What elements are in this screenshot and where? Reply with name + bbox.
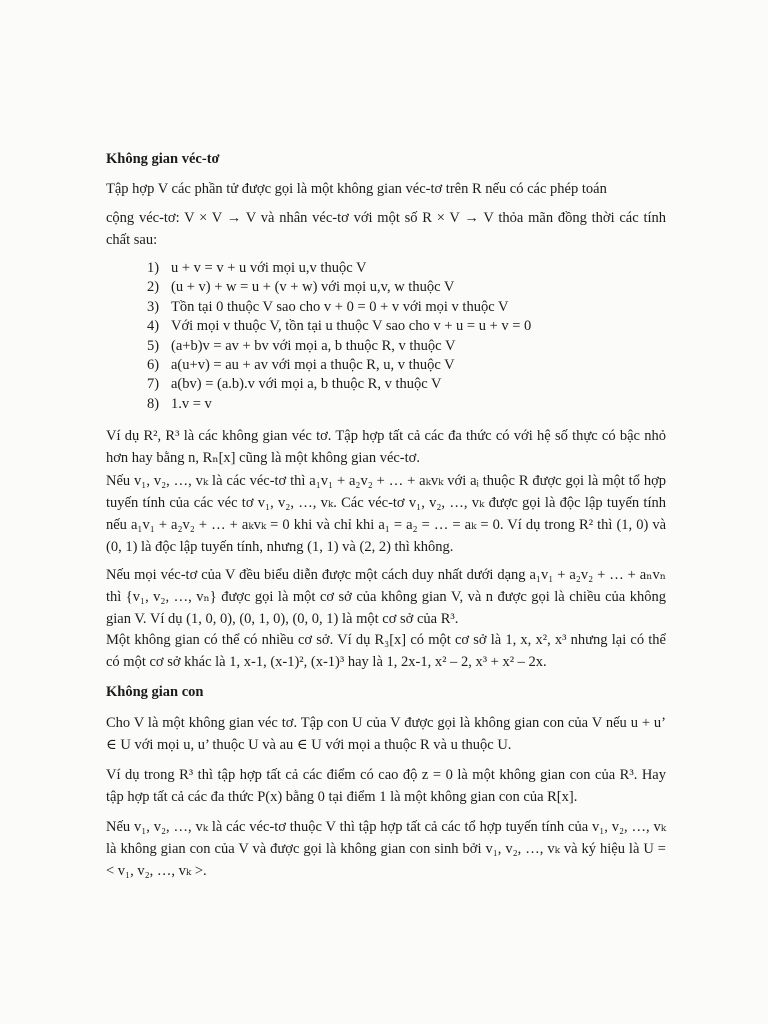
multiple-bases-paragraph: Một không gian có thể có nhiều cơ sở. Ví dụ R₃[x] có một cơ sở là 1, x, x², x³ nhưng lại có thể có một cơ sở khác là 1, x-1, (x-1)², (x-1)³ hay là 1, 2x-1, x² – 2, x³ + x² – 2x. (106, 632, 666, 670)
subspace-example: Ví dụ trong R³ thì tập hợp tất cả các điểm có cao độ z = 0 là một không gian con của R³. Hay tập hợp tất cả các đa thức P(x) bằng 0 tại điểm 1 là một không gian con của R[x]. (106, 767, 666, 805)
list-item: 8) 1.v = v (147, 395, 212, 412)
list-item: 1) u + v = v + u với mọi u,v thuộc V (147, 260, 367, 276)
list-item: 3) Tồn tại 0 thuộc V sao cho v + 0 = 0 + v với mọi v thuộc V (147, 298, 509, 315)
list-item: 7) a(bv) = (a.b).v với mọi a, b thuộc R, v thuộc V (147, 376, 442, 393)
intro-line-2: cộng véc-tơ: V × V → V và nhân véc-tơ với một số R × V → V thỏa mãn đồng thời các tính chất sau: (106, 210, 666, 248)
list-item: 5) (a+b)v = av + bv với mọi a, b thuộc R, v thuộc V (147, 337, 456, 354)
axiom-list (147, 259, 531, 414)
span-paragraph: Nếu v₁, v₂, …, vₖ là các véc-tơ thuộc V thì tập hợp tất cả các tổ hợp tuyến tính của v₁, v₂, …, vₖ là không gian con của V và được gọi là không gian con sinh bởi v₁, v₂, …, vₖ và ký hiệu là U = < v₁, v₂, …, vₖ >. (106, 819, 666, 879)
intro-line-1: Tập hợp V các phần tử được gọi là một không gian véc-tơ trên R nếu có các phép toán (106, 181, 607, 197)
linear-combination-paragraph: Nếu v₁, v₂, …, vₖ là các véc-tơ thì a₁v₁ + a₂v₂ + … + aₖvₖ với aᵢ thuộc R được gọi là một tổ hợp tuyến tính của các véc tơ v₁, v₂, …, vₖ. Các véc-tơ v₁, v₂, …, vₖ được gọi là độc lập tuyến tính nếu a₁v₁ + a₂v₂ + … + aₖvₖ = 0 khi và chỉ khi a₁ = a₂ = … = aₖ = 0. Ví dụ trong R² thì (1, 0) và (0, 1) là độc lập tuyến tính, nhưng (1, 1) và (2, 2) thì không. (106, 473, 666, 555)
list-item: 6) a(u+v) = au + av với mọi a thuộc R, u, v thuộc V (147, 357, 455, 374)
subspace-definition: Cho V là một không gian véc tơ. Tập con U của V được gọi là không gian con của V nếu u + u’ ∈ U với mọi u, u’ thuộc U và au ∈ U với mọi a thuộc R và u thuộc U. (106, 715, 666, 753)
section-title-subspace: Không gian con (106, 684, 204, 700)
basis-paragraph: Nếu mọi véc-tơ của V đều biểu diễn được một cách duy nhất dưới dạng a₁v₁ + a₂v₂ + … + aₙvₙ thì {v₁, v₂, …, vₙ} được gọi là một cơ sở của không gian V, và n được gọi là chiều của không gian V. Ví dụ (1, 0, 0), (0, 1, 0), (0, 0, 1) là một cơ sở của R³. (106, 567, 666, 627)
list-item: 4) Với mọi v thuộc V, tồn tại u thuộc V sao cho v + u = u + v = 0 (147, 318, 532, 335)
list-item: 2) (u + v) + w = u + (v + w) với mọi u,v, w thuộc V (147, 279, 455, 296)
section-title-vector-space: Không gian véc-tơ (106, 151, 220, 167)
example-vector-spaces: Ví dụ R², R³ là các không gian véc tơ. Tập hợp tất cả các đa thức có với hệ số thực có bậc nhỏ hơn hay bằng n, Rₙ[x] cũng là một không gian véc-tơ. (106, 428, 666, 466)
